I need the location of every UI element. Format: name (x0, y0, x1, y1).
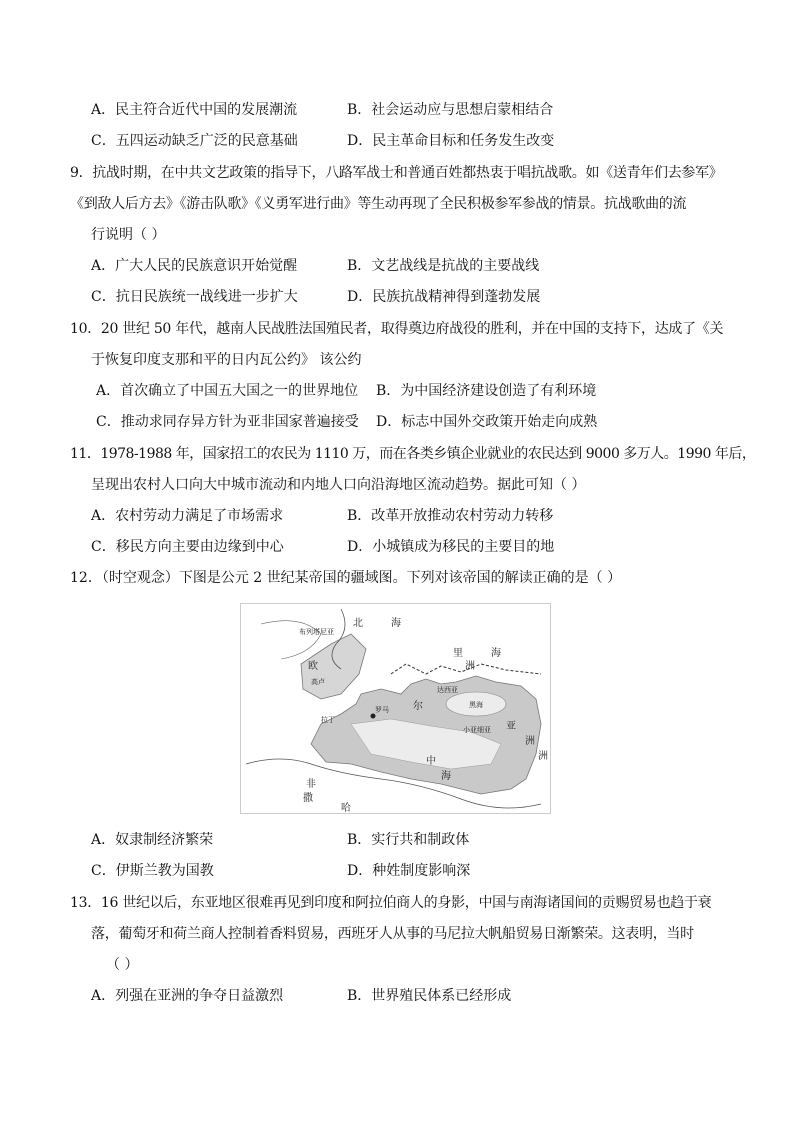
q8-option-a: A．民主符合近代中国的发展潮流 (91, 102, 298, 118)
q8-option-d: D．民主革命目标和任务发生改变 (347, 133, 555, 149)
q11-option-d: D．小城镇成为移民的主要目的地 (347, 539, 555, 555)
map-label-zhou-2: 洲 (538, 751, 548, 762)
q10-option-b: B．为中国经济建设创造了有利环境 (376, 383, 597, 399)
map-label-zhong-hai: 海 (441, 771, 451, 782)
map-label-hai: 海 (491, 648, 501, 659)
map-label-sahara-1: 撒 (303, 793, 313, 804)
q13-stem-line1: 13．16 世纪以后，东亚地区很难再见到印度和阿拉伯商人的身影，中国与南海诸国间的贡赐贸易也趋于衰 (70, 895, 712, 911)
map-label-zhong: 中 (426, 756, 436, 767)
q11-option-a: A．农村劳动力满足了市场需求 (91, 508, 284, 524)
q8-option-c: C．五四运动缺乏广泛的民意基础 (91, 133, 298, 149)
q13-option-b: B．世界殖民体系已经形成 (347, 988, 512, 1004)
map-label-rome: 罗马 (375, 706, 389, 714)
map-label-black-sea: 黑海 (469, 701, 483, 709)
map-label-sea-north: 海 (391, 618, 401, 629)
q11-option-b: B．改革开放推动农村劳动力转移 (347, 508, 554, 524)
q11-stem-line1: 11．1978-1988 年，国家招工的农民为 1110 万，而在各类乡镇企业就业的农民达到 9000 多万人。1990 年后， (70, 446, 756, 462)
q12-option-a: A．奴隶制经济繁荣 (91, 832, 214, 848)
q10-option-a: A．首次确立了中国五大国之一的世界地位 (96, 383, 359, 399)
map-label-britannia: 布列塔尼亚 (299, 628, 334, 636)
q10-stem-line2: 于恢复印度支那和平的日内瓦公约》 该公约 (91, 352, 362, 368)
q13-stem-line3: （ ） (106, 957, 139, 973)
q12-option-c: C．伊斯兰教为国教 (91, 863, 214, 879)
q13-stem-line2: 落，葡萄牙和荷兰商人控制着香料贸易，西班牙人从事的马尼拉大帆船贸易日渐繁荣。这表明，当时 (91, 926, 694, 942)
map-label-europe-1: 欧 (308, 661, 318, 672)
q10-option-d: D．标志中国外交政策开始走向成熟 (376, 414, 598, 430)
map-label-sahara-2: 哈 (341, 803, 351, 813)
map-label-dacia: 达西亚 (437, 686, 458, 694)
map-label-er: 尔 (413, 701, 423, 712)
map-label-li: 里 (453, 648, 463, 659)
q12-option-b: B．实行共和制政体 (347, 832, 470, 848)
map-label-africa-1: 非 (306, 779, 316, 790)
q10-option-c: C．推动求同存异方针为亚非国家普遍接受 (96, 414, 359, 430)
q13-option-a: A．列强在亚洲的争夺日益激烈 (91, 988, 284, 1004)
q11-stem-line2: 呈现出农村人口向大中城市流动和内地人口向沿海地区流动趋势。据此可知（ ） (91, 477, 586, 493)
map-label-asia-zhou: 洲 (465, 661, 475, 672)
q12-option-d: D．种姓制度影响深 (347, 863, 471, 879)
empire-territory-map (240, 603, 551, 814)
q8-option-b: B．社会运动应与思想启蒙相结合 (347, 102, 554, 118)
q10-stem-line1: 10．20 世纪 50 年代，越南人民战胜法国殖民者，取得奠边府战役的胜利，并在中国的支持下，达成了《关 (70, 321, 724, 337)
map-label-north: 北 (353, 618, 363, 629)
q9-stem-line1: 9．抗战时期，在中共文艺政策的指导下，八路军战士和普通百姓都热衷于唱抗战歌。如《送青年们去参军》 (70, 165, 723, 181)
q9-option-b: B．文艺战线是抗战的主要战线 (347, 258, 540, 274)
q9-option-c: C．抗日民族统一战线进一步扩大 (91, 289, 298, 305)
map-graphic (241, 604, 550, 813)
map-label-gaul: 高卢 (311, 678, 325, 686)
map-label-ya: 亚 (506, 721, 516, 732)
q9-option-d: D．民族抗战精神得到蓬勃发展 (347, 289, 541, 305)
q9-option-a: A．广大人民的民族意识开始觉醒 (91, 258, 298, 274)
map-label-zhou-3: 洲 (525, 736, 535, 747)
q9-stem-line2: 《到敌人后方去》《游击队歌》《义勇军进行曲》等生动再现了全民积极参军参战的情景。抗战歌曲的流 (70, 196, 687, 212)
q11-option-c: C．移民方向主要由边缘到中心 (91, 539, 284, 555)
q12-stem-line1: 12．（时空观念）下图是公元 2 世纪某帝国的疆域图。下列对该帝国的解读正确的是（ ） (70, 570, 622, 586)
q9-stem-line3: 行说明（ ） (91, 227, 166, 243)
map-label-asia-minor: 小亚细亚 (463, 726, 491, 734)
map-label-latin: 拉丁 (321, 716, 335, 724)
